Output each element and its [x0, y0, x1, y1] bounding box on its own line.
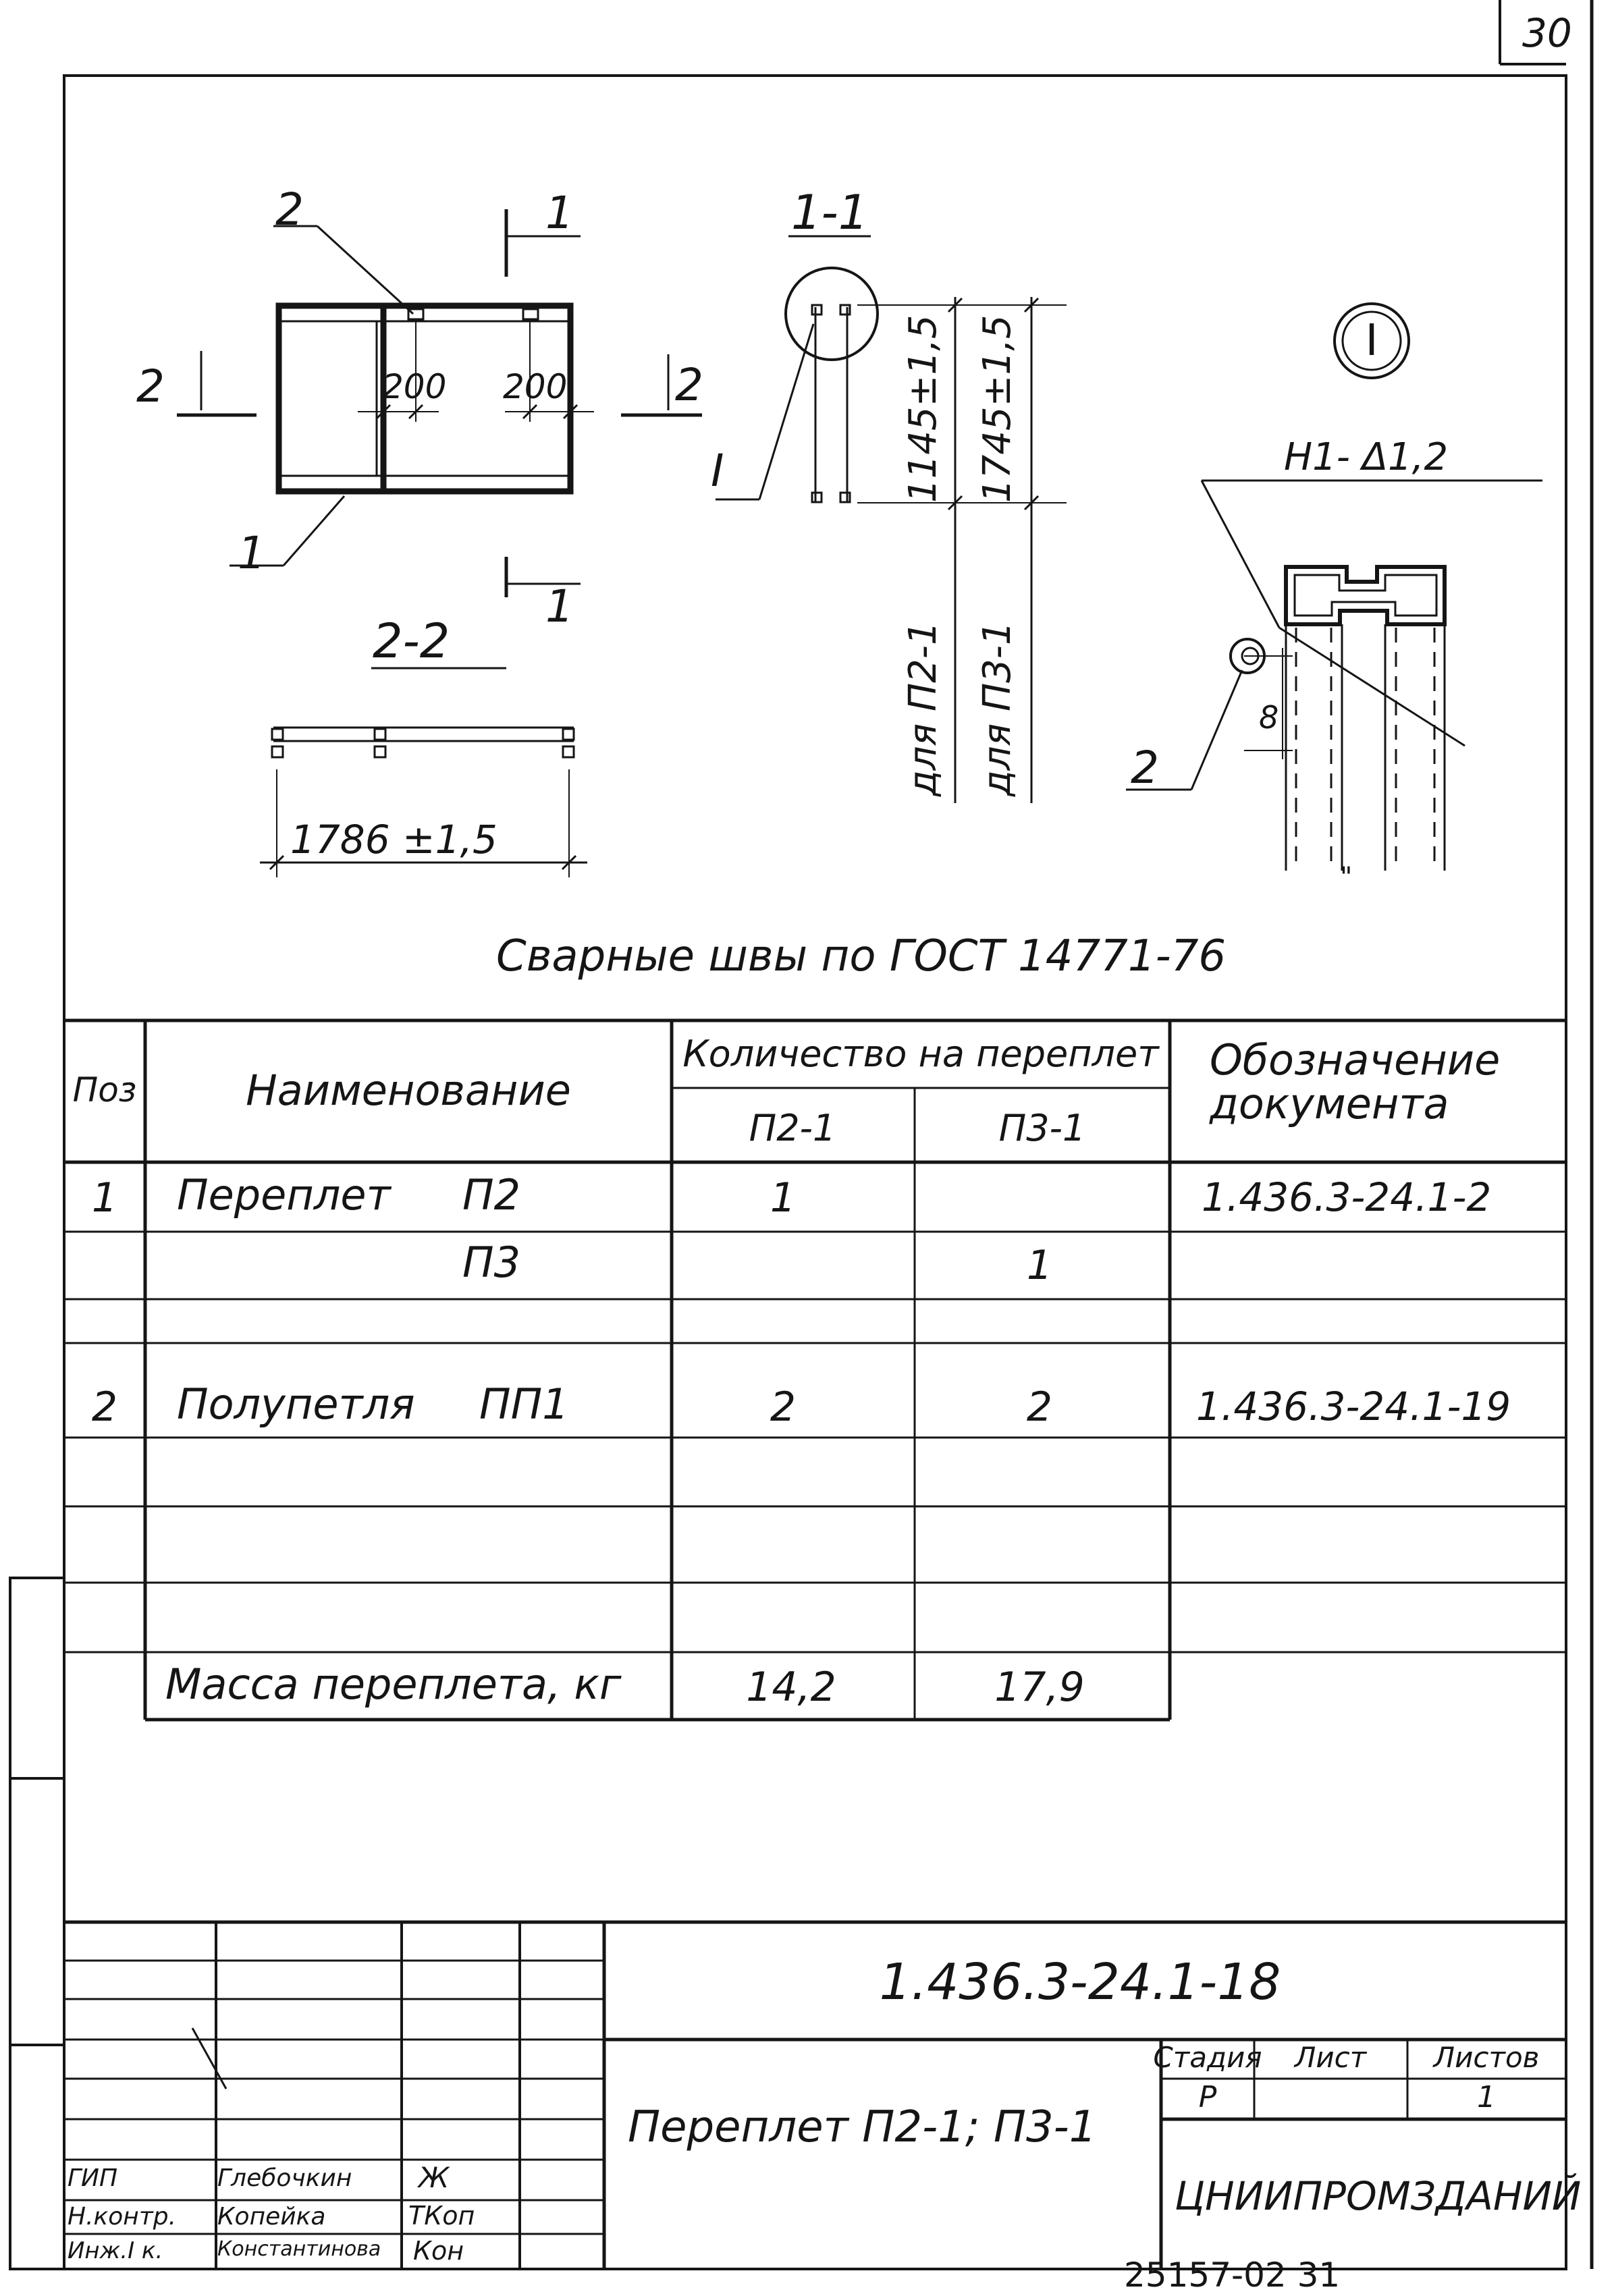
signer3-signature: Кон: [413, 2236, 464, 2266]
mass-p3: 17,9: [994, 1664, 1085, 1711]
dim-1745: 1745±1,5: [975, 315, 1019, 503]
row1-name: Переплет: [177, 1170, 391, 1220]
section-2-mark-right: 2: [675, 359, 703, 411]
row2-mark: П3: [462, 1238, 521, 1287]
section-2-2-dim: 1786 ±1,5: [290, 817, 497, 863]
signer1-name: Глебочкин: [217, 2164, 352, 2192]
detail-note-mark: ": [1340, 862, 1353, 893]
section-1-mark-top: 1: [545, 187, 574, 239]
title-block-title: Переплет П2-1; П3-1: [628, 2102, 1097, 2152]
mass-p2: 14,2: [746, 1664, 836, 1711]
row2-p3: 1: [1026, 1242, 1053, 1289]
section-1-1-title: 1-1: [791, 185, 869, 240]
header-doc-line2: документа: [1210, 1079, 1449, 1128]
for-p3-label: для П3-1: [975, 621, 1019, 796]
signer3-role: Инж.I к.: [68, 2237, 163, 2264]
sheets-label: Листов: [1433, 2041, 1540, 2074]
dim-1145: 1145±1,5: [901, 315, 945, 503]
dim-200-left: 200: [382, 367, 447, 406]
header-p3: П3-1: [998, 1107, 1086, 1149]
detail-pos-2-label: 2: [1131, 742, 1159, 794]
section-2-mark-left: 2: [136, 360, 165, 412]
sheets-value: 1: [1477, 2080, 1496, 2114]
stage-label: Стадия: [1153, 2041, 1262, 2074]
section-2-2-title: 2-2: [373, 613, 450, 669]
signer2-signature: ТКоп: [408, 2201, 475, 2231]
detail-ref-I: I: [711, 445, 724, 497]
dim-8: 8: [1259, 699, 1279, 736]
signer2-role: Н.контр.: [68, 2203, 177, 2231]
row3-doc: 1.436.3-24.1-19: [1196, 1384, 1511, 1429]
signer1-signature: Ж: [419, 2161, 450, 2194]
mass-label: Масса переплета, кг: [165, 1660, 622, 1709]
header-name: Наименование: [246, 1066, 571, 1115]
section-1-mark-bottom: 1: [545, 580, 574, 632]
weld-label: Н1- Δ1,2: [1284, 435, 1449, 479]
row1-mark: П2: [462, 1170, 521, 1220]
signer3-name: Константинова: [217, 2237, 381, 2261]
plan-pos-1-label: 1: [238, 527, 266, 579]
row3-p2: 2: [770, 1384, 797, 1431]
org-name: ЦНИИПРОМЗДАНИЙ: [1175, 2173, 1582, 2219]
row1-pos: 1: [91, 1174, 118, 1222]
row3-p3: 2: [1026, 1384, 1053, 1431]
header-p2: П2-1: [749, 1107, 836, 1149]
sheet-label: Лист: [1294, 2041, 1367, 2074]
row1-doc: 1.436.3-24.1-2: [1202, 1174, 1492, 1220]
detail-I-marker: I: [1365, 316, 1378, 366]
title-block-code: 1.436.3-24.1-18: [879, 1953, 1281, 2011]
sheet-corner-number: 30: [1522, 10, 1572, 56]
weld-note: Сварные швы по ГОСТ 14771-76: [496, 931, 1227, 981]
for-p2-label: для П2-1: [901, 621, 945, 796]
signer2-name: Копейка: [217, 2203, 326, 2231]
plan-pos-2-label: 2: [275, 184, 304, 236]
dim-200-right: 200: [503, 367, 568, 406]
header-doc-line1: Обозначение: [1210, 1035, 1501, 1085]
row3-name: Полупетля: [177, 1379, 415, 1429]
footer-code: 25157-02 31: [1124, 2256, 1341, 2295]
signer1-role: ГИП: [68, 2164, 118, 2192]
stage-value: Р: [1198, 2080, 1217, 2114]
row1-p2: 1: [770, 1174, 797, 1222]
row3-pos: 2: [91, 1384, 118, 1431]
header-pos: Поз: [72, 1070, 137, 1110]
header-qty: Количество на переплет: [682, 1033, 1159, 1075]
row3-mark: ПП1: [479, 1379, 569, 1429]
